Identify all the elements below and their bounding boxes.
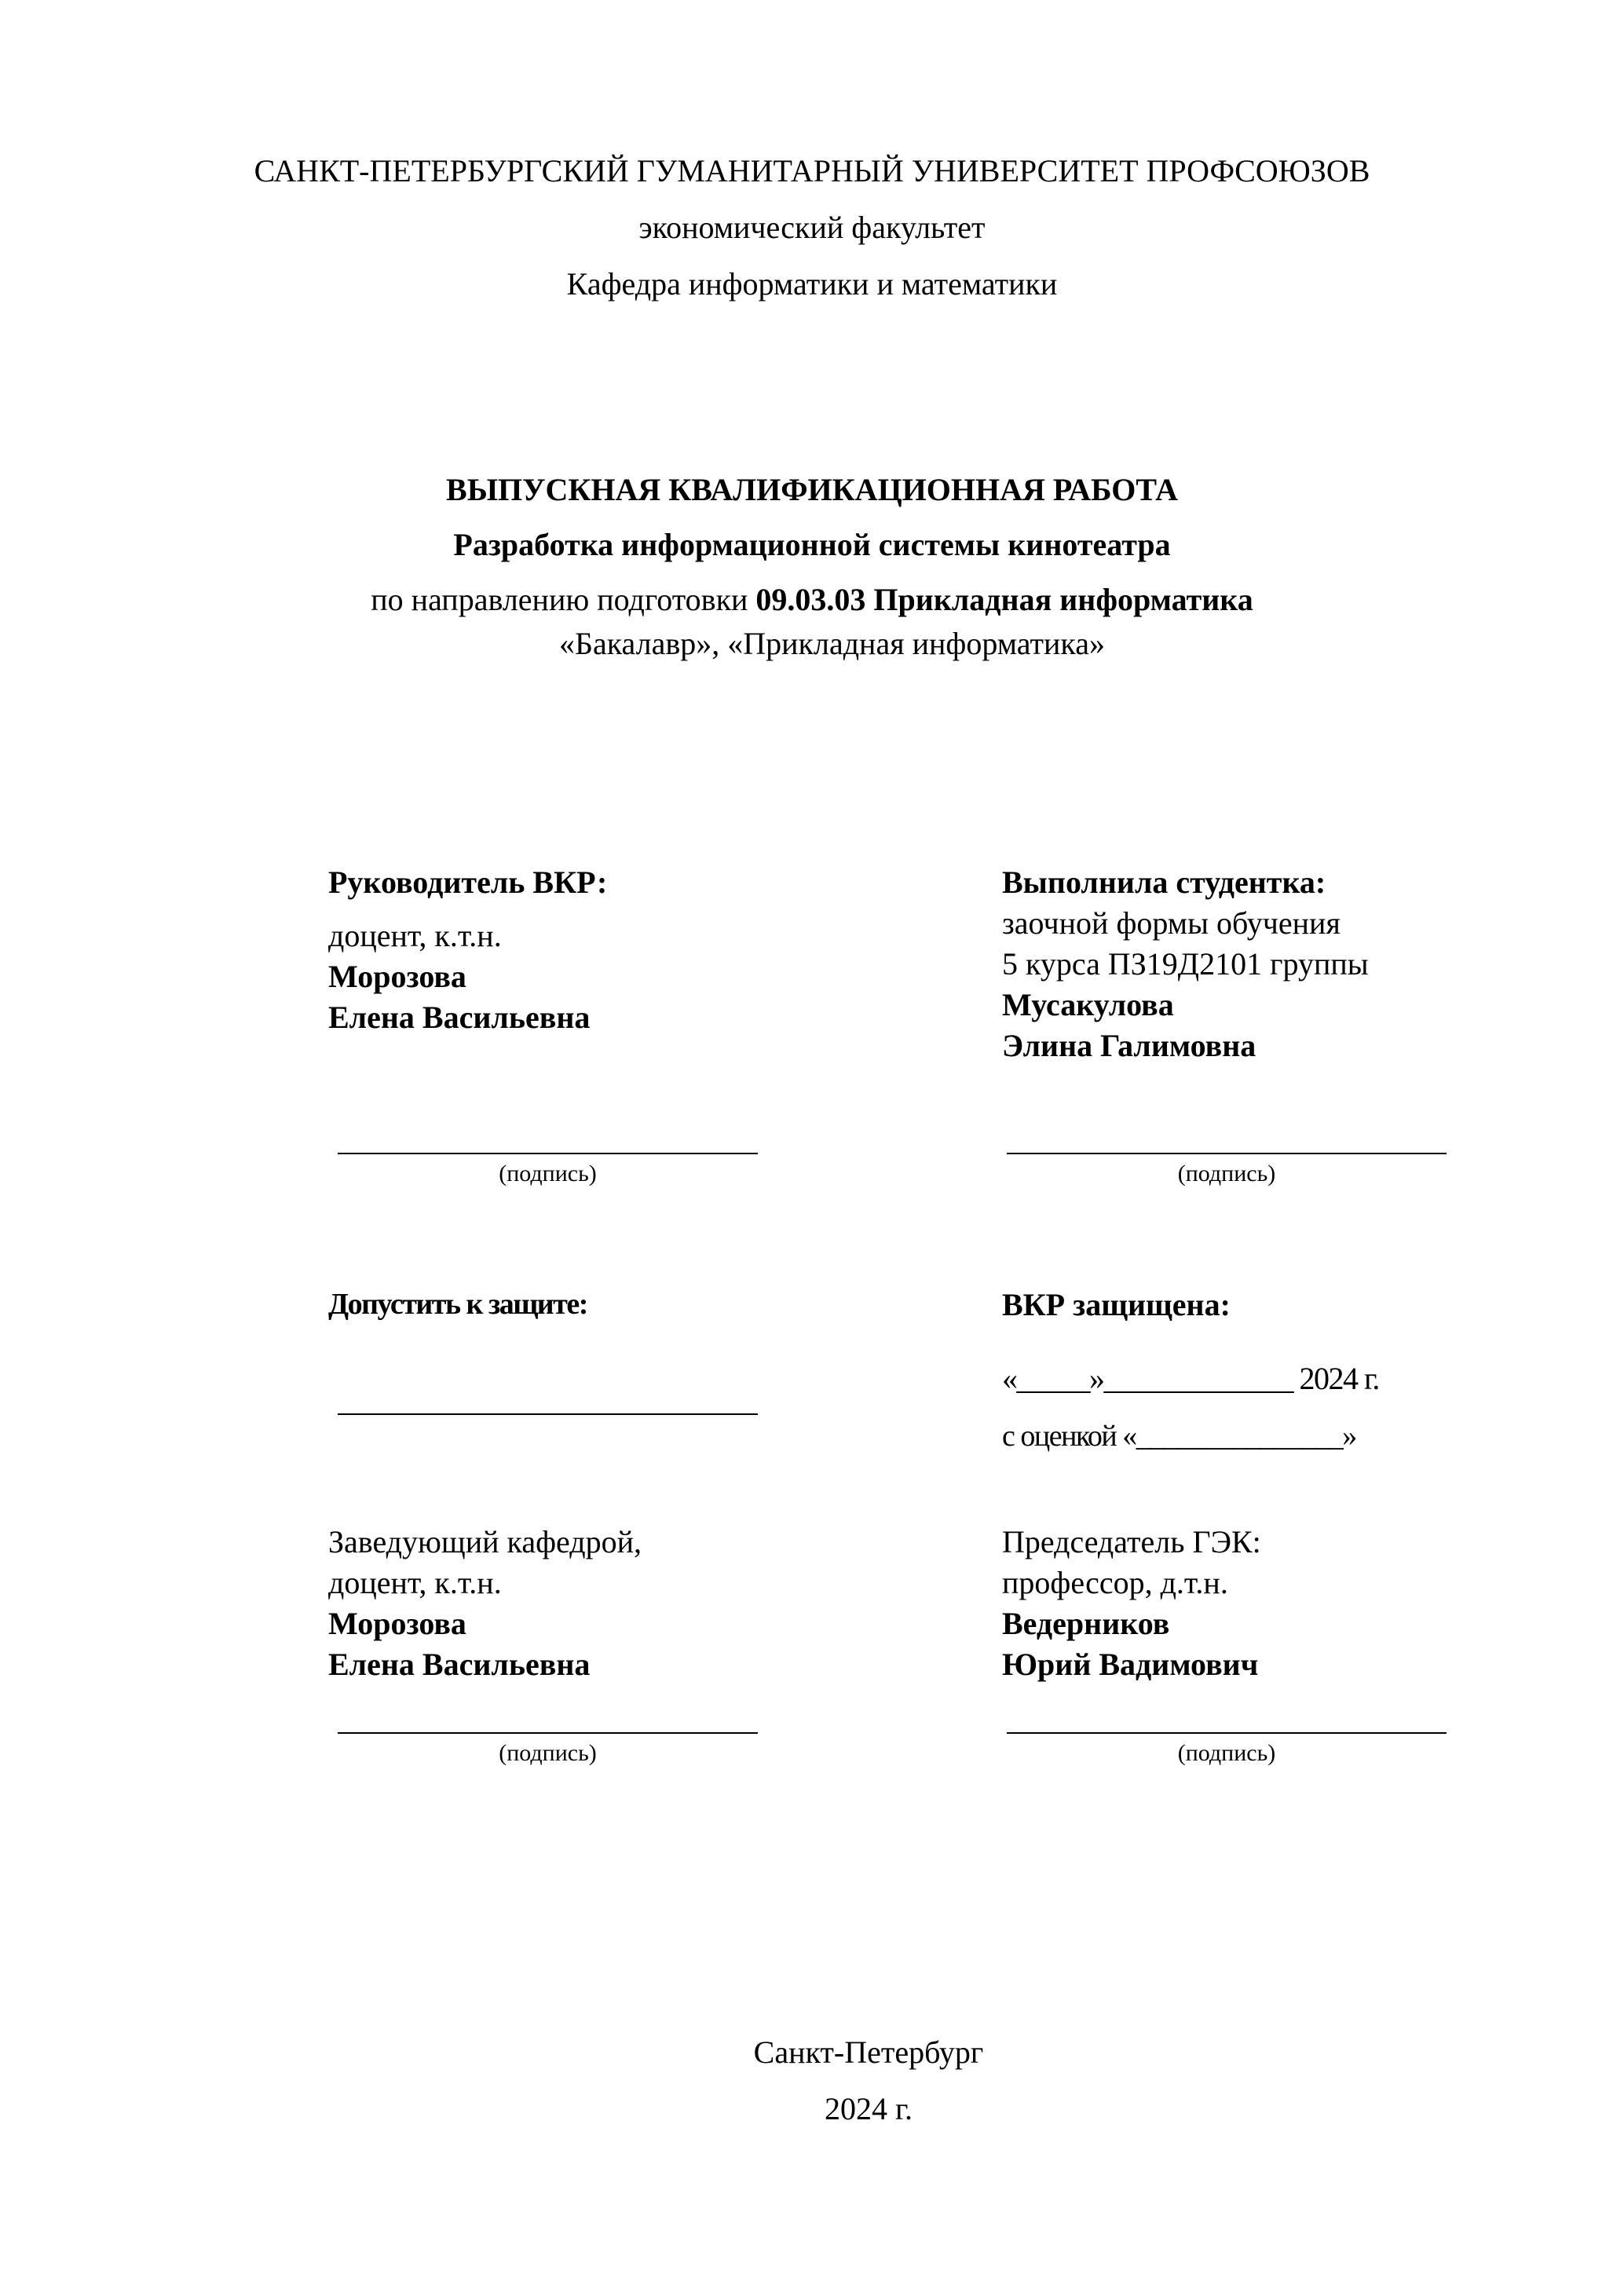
head-of-department-signature-caption: (подпись) <box>499 1740 597 1766</box>
chairman-signature-caption: (подпись) <box>1177 1740 1276 1766</box>
supervisor-title: доцент, к.т.н. <box>328 918 502 953</box>
student-course-group: 5 курса ПЗ19Д2101 группы <box>1002 946 1369 982</box>
head-of-department-last-name: Морозова <box>328 1606 466 1641</box>
chairman-title: профессор, д.т.н. <box>1002 1565 1228 1600</box>
chairman-role: Председатель ГЭК: <box>1002 1524 1261 1559</box>
footer-year: 2024 г. <box>825 2091 913 2126</box>
chairman-signature-line <box>1007 1732 1447 1734</box>
department-name: Кафедра информатики и математики <box>566 266 1058 302</box>
student-last-name: Мусакулова <box>1002 987 1174 1022</box>
student-signature-caption: (подпись) <box>1177 1161 1276 1186</box>
work-topic: Разработка информационной системы кинотеатра <box>453 527 1171 562</box>
head-of-department-first-names: Елена Васильевна <box>328 1647 591 1682</box>
head-of-department-signature-line <box>338 1732 758 1734</box>
student-first-names: Элина Галимовна <box>1002 1028 1256 1063</box>
head-of-department-title: доцент, к.т.н. <box>328 1565 502 1600</box>
supervisor-signature-line <box>338 1153 758 1154</box>
admission-heading: Допустить к защите: <box>328 1288 587 1321</box>
admission-signature-line <box>338 1413 758 1415</box>
supervisor-heading: Руководитель ВКР: <box>328 865 608 900</box>
head-of-department-role: Заведующий кафедрой, <box>328 1524 642 1559</box>
student-heading: Выполнила студентка: <box>1002 865 1326 900</box>
supervisor-first-names: Елена Васильевна <box>328 1000 591 1035</box>
training-direction-code: 09.03.03 Прикладная информатика <box>755 582 1253 617</box>
training-direction-prefix: по направлению подготовки <box>371 582 756 617</box>
chairman-last-name: Ведерников <box>1002 1606 1170 1641</box>
training-direction <box>0 584 1624 616</box>
supervisor-last-name: Морозова <box>328 959 466 994</box>
defense-grade-line: с оценкой «_______________» <box>1002 1420 1356 1453</box>
chairman-first-names: Юрий Вадимович <box>1002 1647 1259 1682</box>
faculty-name: экономический факультет <box>638 210 986 245</box>
supervisor-signature-caption: (подпись) <box>499 1161 597 1186</box>
student-signature-line <box>1007 1153 1447 1154</box>
defense-heading: ВКР защищена: <box>1002 1287 1231 1322</box>
university-name: САНКТ-ПЕТЕРБУРГСКИЙ ГУМАНИТАРНЫЙ УНИВЕРСИТЕТ ПРОФСОЮЗОВ <box>254 153 1370 188</box>
study-profile: «Бакалавр», «Прикладная информатика» <box>559 626 1105 661</box>
student-study-form: заочной формы обучения <box>1002 905 1341 941</box>
work-type-title: ВЫПУСКНАЯ КВАЛИФИКАЦИОННАЯ РАБОТА <box>446 472 1178 507</box>
defense-date-line: «_____»_____________ 2024 г. <box>1002 1361 1379 1396</box>
footer-city: Санкт-Петербург <box>753 2035 984 2070</box>
